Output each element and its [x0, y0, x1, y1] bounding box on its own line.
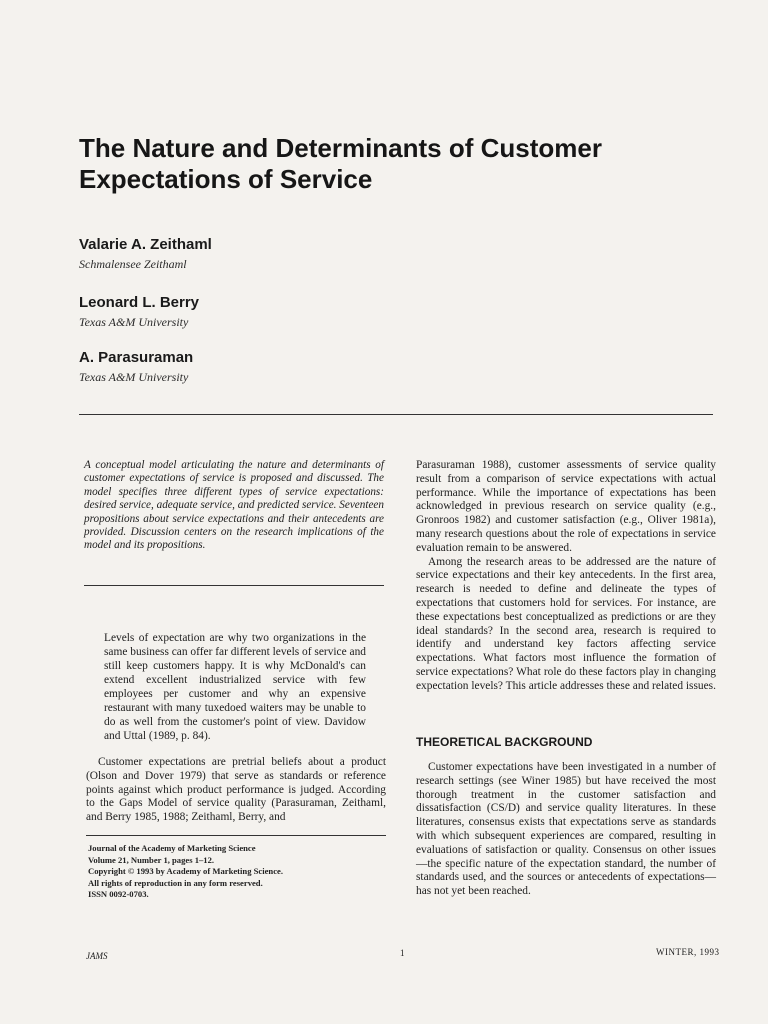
- footnote-divider: [86, 835, 386, 836]
- article-title: The Nature and Determinants of Customer Expectations of Service: [79, 133, 602, 194]
- section-heading: THEORETICAL BACKGROUND: [416, 735, 593, 749]
- footnote-line: Volume 21, Number 1, pages 1–12.: [88, 854, 215, 865]
- footnote-line: Copyright © 1993 by Academy of Marketing Science.: [88, 866, 283, 877]
- abstract: A conceptual model articulating the nature and determinants of customer expectations of service is proposed and discussed. The model specifies three different types of service expectations: desired service, adequate service, and predicted service. Seventeen propositions about service expectations and their antecedents are provided. Discussion centers on the research implications of the model and its propositions.: [84, 459, 384, 552]
- author-name: Leonard L. Berry: [79, 294, 200, 311]
- left-column-body: [86, 756, 386, 825]
- footer-journal: JAMS: [86, 951, 108, 961]
- author-name: Valarie A. Zeithaml: [79, 236, 212, 253]
- author-affiliation: Texas A&M University: [79, 315, 189, 329]
- page-number: 1: [400, 948, 405, 958]
- body-paragraph: Customer expectations are pretrial beliefs about a product (Olson and Dover 1979) that serve as standards or reference points against which product performance is judged. According to the Gaps Model of service quality (Parasuraman, Zeithaml, and Berry 1985, 1988; Zeithaml, Berry, and: [86, 756, 386, 824]
- author-block: [79, 236, 212, 272]
- author-block: [79, 349, 193, 385]
- body-paragraph: Parasuraman 1988), customer assessments of service quality result from a comparison of service expectations with actual performance. While the importance of expectations has been acknowledged in previous research on service quality (e.g., Gronroos 1982) and customer satisfaction (e.g., Oliver 1981a), many research questions about the role of expectations in service evaluation remain to be answered.: [416, 459, 716, 554]
- abstract-divider: [84, 585, 384, 586]
- body-paragraph: Among the research areas to be addressed are the nature of service expectations and their key antecedents. In the first area, research is needed to define and delineate the types of expectations that customers hold for services. For instance, are these expectations best conceptualized as predictions or are they ideal standards? In the second area, research is required to identify and understand key factors affecting service expectations. What factors most influence the formation of service expectations? What role do these factors play in changing expectation levels? This article addresses these and related issues.: [416, 555, 716, 692]
- footer-issue: WINTER, 1993: [656, 947, 720, 957]
- author-name: A. Parasuraman: [79, 349, 194, 366]
- footnote-line: Journal of the Academy of Marketing Science: [88, 843, 256, 853]
- epigraph-quote: Levels of expectation are why two organizations in the same business can offer far different levels of service and still keep customers happy. It is why McDonald's can extend excellent industrialized service with few employees per customer and why an expensive restaurant with many tuxedoed waiters may be unable to do as well from the customer's point of view. Davidow and Uttal (1989, p. 84).: [104, 632, 366, 742]
- section-body: [416, 761, 716, 899]
- journal-footnote: [88, 843, 388, 901]
- author-block: [79, 294, 199, 330]
- right-column-body: [416, 459, 716, 694]
- author-affiliation: Schmalensee Zeithaml: [79, 257, 187, 271]
- body-paragraph: Customer expectations have been investigated in a number of research settings (see Winer 1985) but have received the most thorough treatment in the customer satisfaction and dissatisfaction (CS/D) and service quality literatures. In these literatures, consensus exists that expectations serve as standards with which subsequent experiences are compared, resulting in evaluations of satisfaction or quality. Consensus on other issues—the specific nature of the expectation standard, the number of standards used, and the sources or antecedents of expectations—has not yet been reached.: [416, 761, 716, 898]
- header-divider: [79, 414, 713, 415]
- footnote-line: All rights of reproduction in any form reserved.: [88, 877, 263, 888]
- footnote-line: ISSN 0092-0703.: [88, 889, 149, 900]
- author-affiliation: Texas A&M University: [79, 370, 189, 384]
